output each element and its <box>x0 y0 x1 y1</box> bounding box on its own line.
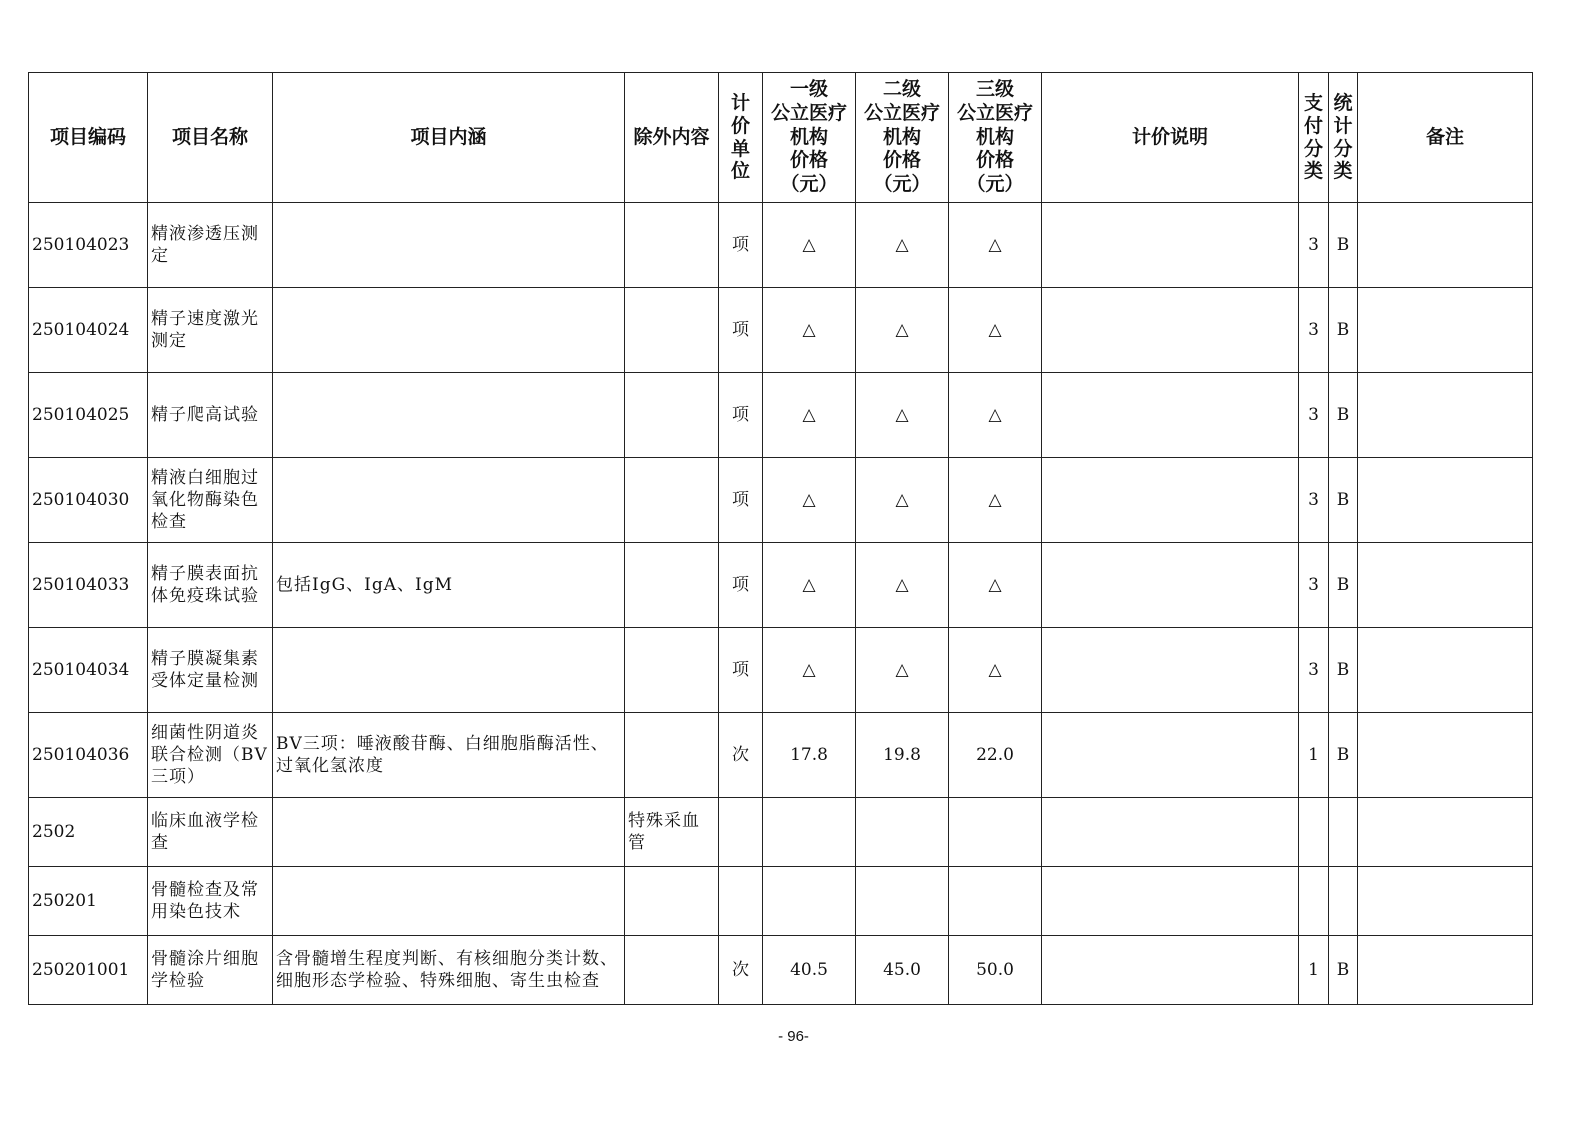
cell-price-level3: △ <box>949 373 1042 458</box>
cell-remark <box>1358 628 1533 713</box>
header-exclusion: 除外内容 <box>625 73 719 203</box>
table-row <box>29 458 1533 543</box>
cell-unit: 次 <box>719 713 763 798</box>
cell-price-level1: 17.8 <box>763 713 856 798</box>
page-number: - 96- <box>778 1028 809 1045</box>
cell-name: 骨髓检查及常用染色技术 <box>148 867 273 936</box>
table-row <box>29 798 1533 867</box>
cell-payment-category: 3 <box>1299 628 1329 713</box>
cell-remark <box>1358 936 1533 1005</box>
cell-price-level2: △ <box>856 628 949 713</box>
table-row <box>29 867 1533 936</box>
cell-content <box>273 867 625 936</box>
cell-name: 细菌性阴道炎联合检测（BV三项） <box>148 713 273 798</box>
cell-unit: 项 <box>719 373 763 458</box>
cell-content <box>273 798 625 867</box>
cell-name: 精液渗透压测定 <box>148 203 273 288</box>
cell-unit: 项 <box>719 288 763 373</box>
cell-pricing-note <box>1042 543 1299 628</box>
cell-name: 临床血液学检查 <box>148 798 273 867</box>
cell-exclusion <box>625 713 719 798</box>
cell-exclusion <box>625 203 719 288</box>
header-remark: 备注 <box>1358 73 1533 203</box>
cell-pricing-note <box>1042 936 1299 1005</box>
cell-code: 250104033 <box>29 543 148 628</box>
header-content: 项目内涵 <box>273 73 625 203</box>
cell-stat-category: B <box>1329 288 1358 373</box>
cell-price-level2: △ <box>856 458 949 543</box>
cell-pricing-note <box>1042 867 1299 936</box>
cell-stat-category <box>1329 867 1358 936</box>
cell-code: 250104024 <box>29 288 148 373</box>
cell-content <box>273 373 625 458</box>
cell-stat-category: B <box>1329 936 1358 1005</box>
cell-stat-category: B <box>1329 373 1358 458</box>
header-payment-category: 支 付 分 类 <box>1299 73 1329 203</box>
cell-code: 250104036 <box>29 713 148 798</box>
header-level1-price: 一级 公立医疗 机构 价格 （元） <box>763 73 856 203</box>
cell-exclusion <box>625 458 719 543</box>
table-row <box>29 373 1533 458</box>
header-level3-price: 三级 公立医疗 机构 价格 （元） <box>949 73 1042 203</box>
cell-payment-category: 3 <box>1299 203 1329 288</box>
cell-payment-category: 3 <box>1299 543 1329 628</box>
cell-pricing-note <box>1042 203 1299 288</box>
cell-remark <box>1358 543 1533 628</box>
cell-stat-category: B <box>1329 628 1358 713</box>
cell-price-level1: △ <box>763 458 856 543</box>
cell-pricing-note <box>1042 288 1299 373</box>
cell-unit: 次 <box>719 936 763 1005</box>
cell-price-level1: △ <box>763 628 856 713</box>
table-row <box>29 288 1533 373</box>
cell-exclusion <box>625 373 719 458</box>
header-pricing-note: 计价说明 <box>1042 73 1299 203</box>
cell-unit: 项 <box>719 543 763 628</box>
cell-price-level3: △ <box>949 203 1042 288</box>
cell-content <box>273 288 625 373</box>
cell-pricing-note <box>1042 373 1299 458</box>
cell-payment-category: 3 <box>1299 373 1329 458</box>
header-name: 项目名称 <box>148 73 273 203</box>
cell-content: 包括IgG、IgA、IgM <box>273 543 625 628</box>
cell-price-level3: △ <box>949 543 1042 628</box>
cell-remark <box>1358 798 1533 867</box>
cell-price-level1: △ <box>763 373 856 458</box>
cell-exclusion <box>625 936 719 1005</box>
cell-price-level2 <box>856 867 949 936</box>
cell-remark <box>1358 713 1533 798</box>
cell-stat-category: B <box>1329 458 1358 543</box>
cell-content: 含骨髓增生程度判断、有核细胞分类计数、细胞形态学检验、特殊细胞、寄生虫检查 <box>273 936 625 1005</box>
cell-payment-category: 3 <box>1299 288 1329 373</box>
cell-price-level2: △ <box>856 373 949 458</box>
cell-pricing-note <box>1042 713 1299 798</box>
header-unit: 计 价 单 位 <box>719 73 763 203</box>
cell-name: 精子爬高试验 <box>148 373 273 458</box>
cell-code: 250104034 <box>29 628 148 713</box>
cell-code: 250104023 <box>29 203 148 288</box>
cell-code: 250201 <box>29 867 148 936</box>
cell-unit: 项 <box>719 628 763 713</box>
cell-unit: 项 <box>719 458 763 543</box>
cell-price-level1 <box>763 798 856 867</box>
cell-content <box>273 458 625 543</box>
cell-price-level1: 40.5 <box>763 936 856 1005</box>
cell-price-level3: △ <box>949 628 1042 713</box>
cell-pricing-note <box>1042 458 1299 543</box>
cell-price-level1 <box>763 867 856 936</box>
cell-pricing-note <box>1042 798 1299 867</box>
table-row <box>29 203 1533 288</box>
cell-code: 2502 <box>29 798 148 867</box>
table-row <box>29 936 1533 1005</box>
cell-payment-category <box>1299 798 1329 867</box>
cell-name: 精子膜表面抗体免疫珠试验 <box>148 543 273 628</box>
cell-stat-category <box>1329 798 1358 867</box>
cell-unit <box>719 867 763 936</box>
cell-code: 250104025 <box>29 373 148 458</box>
cell-price-level3: △ <box>949 458 1042 543</box>
cell-price-level3 <box>949 867 1042 936</box>
cell-payment-category <box>1299 867 1329 936</box>
cell-price-level2: 45.0 <box>856 936 949 1005</box>
cell-name: 精子膜凝集素受体定量检测 <box>148 628 273 713</box>
cell-payment-category: 1 <box>1299 713 1329 798</box>
cell-exclusion: 特殊采血管 <box>625 798 719 867</box>
cell-content <box>273 203 625 288</box>
cell-exclusion <box>625 543 719 628</box>
cell-content <box>273 628 625 713</box>
header-row <box>29 73 1533 203</box>
cell-unit <box>719 798 763 867</box>
cell-remark <box>1358 203 1533 288</box>
cell-stat-category: B <box>1329 713 1358 798</box>
table-row <box>29 628 1533 713</box>
cell-name: 精液白细胞过氧化物酶染色检查 <box>148 458 273 543</box>
cell-payment-category: 1 <box>1299 936 1329 1005</box>
cell-price-level2: △ <box>856 543 949 628</box>
cell-payment-category: 3 <box>1299 458 1329 543</box>
cell-remark <box>1358 458 1533 543</box>
cell-remark <box>1358 288 1533 373</box>
cell-unit: 项 <box>719 203 763 288</box>
cell-price-level3: 50.0 <box>949 936 1042 1005</box>
cell-pricing-note <box>1042 628 1299 713</box>
cell-code: 250201001 <box>29 936 148 1005</box>
cell-exclusion <box>625 288 719 373</box>
cell-stat-category: B <box>1329 543 1358 628</box>
cell-stat-category: B <box>1329 203 1358 288</box>
cell-remark <box>1358 867 1533 936</box>
cell-code: 250104030 <box>29 458 148 543</box>
cell-price-level1: △ <box>763 288 856 373</box>
cell-exclusion <box>625 628 719 713</box>
cell-remark <box>1358 373 1533 458</box>
header-stat-category: 统 计 分 类 <box>1329 73 1358 203</box>
cell-price-level2: △ <box>856 203 949 288</box>
cell-exclusion <box>625 867 719 936</box>
cell-name: 骨髓涂片细胞学检验 <box>148 936 273 1005</box>
cell-name: 精子速度激光测定 <box>148 288 273 373</box>
cell-content: BV三项：唾液酸苷酶、白细胞脂酶活性、过氧化氢浓度 <box>273 713 625 798</box>
table-row <box>29 543 1533 628</box>
cell-price-level2 <box>856 798 949 867</box>
header-code: 项目编码 <box>29 73 148 203</box>
header-level2-price: 二级 公立医疗 机构 价格 （元） <box>856 73 949 203</box>
cell-price-level1: △ <box>763 203 856 288</box>
cell-price-level3: 22.0 <box>949 713 1042 798</box>
cell-price-level3: △ <box>949 288 1042 373</box>
cell-price-level3 <box>949 798 1042 867</box>
cell-price-level2: △ <box>856 288 949 373</box>
table-row <box>29 713 1533 798</box>
cell-price-level2: 19.8 <box>856 713 949 798</box>
price-table <box>28 72 1533 1005</box>
cell-price-level1: △ <box>763 543 856 628</box>
